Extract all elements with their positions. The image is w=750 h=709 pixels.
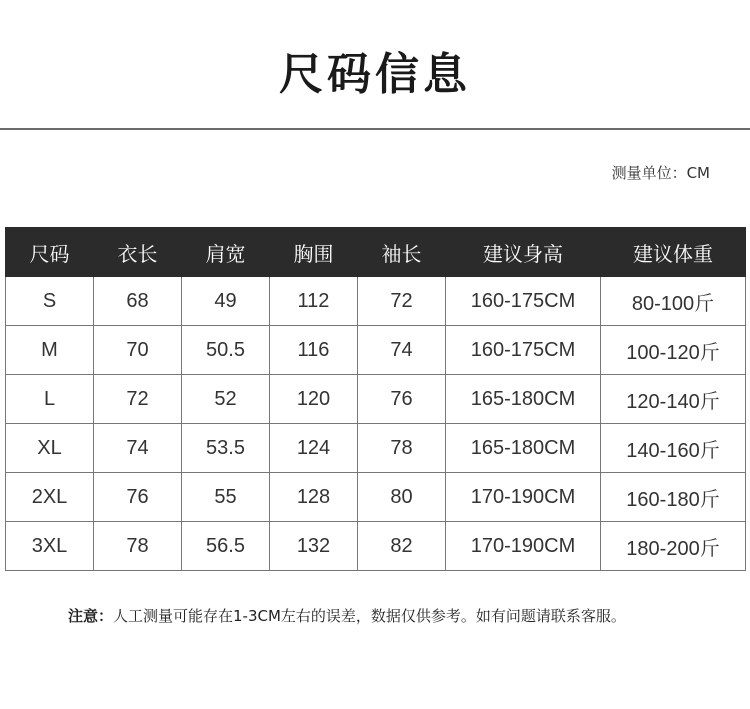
- table-cell: 160-175CM: [446, 277, 601, 326]
- table-cell: 116: [270, 326, 358, 375]
- table-cell: 74: [94, 424, 182, 473]
- table-row: [6, 326, 746, 375]
- table-cell: 160-180斤: [601, 473, 746, 522]
- header-length: 衣长: [94, 228, 182, 277]
- table-row: [6, 473, 746, 522]
- table-cell: 72: [358, 277, 446, 326]
- table-cell: 112: [270, 277, 358, 326]
- table-cell: S: [6, 277, 94, 326]
- header-chest: 胸围: [270, 228, 358, 277]
- table-cell: 124: [270, 424, 358, 473]
- size-table: [5, 227, 746, 571]
- table-row: [6, 522, 746, 571]
- table-cell: 140-160斤: [601, 424, 746, 473]
- table-cell: 49: [182, 277, 270, 326]
- table-cell: 160-175CM: [446, 326, 601, 375]
- table-cell: 120-140斤: [601, 375, 746, 424]
- title-divider: [0, 128, 750, 130]
- table-cell: 56.5: [182, 522, 270, 571]
- table-cell: 53.5: [182, 424, 270, 473]
- table-cell: XL: [6, 424, 94, 473]
- table-cell: 100-120斤: [601, 326, 746, 375]
- table-row: [6, 375, 746, 424]
- footer-note: [68, 605, 626, 626]
- table-cell: 82: [358, 522, 446, 571]
- header-weight: 建议体重: [601, 228, 746, 277]
- table-cell: 78: [94, 522, 182, 571]
- table-cell: 170-190CM: [446, 522, 601, 571]
- table-cell: 132: [270, 522, 358, 571]
- table-cell: 70: [94, 326, 182, 375]
- header-shoulder: 肩宽: [182, 228, 270, 277]
- table-cell: 72: [94, 375, 182, 424]
- header-size: 尺码: [6, 228, 94, 277]
- table-cell: 76: [358, 375, 446, 424]
- table-cell: 50.5: [182, 326, 270, 375]
- table-header-row: [6, 228, 746, 277]
- table-cell: 165-180CM: [446, 424, 601, 473]
- table-cell: 80-100斤: [601, 277, 746, 326]
- header-height: 建议身高: [446, 228, 601, 277]
- table-cell: 120: [270, 375, 358, 424]
- table-cell: 80: [358, 473, 446, 522]
- table-cell: 3XL: [6, 522, 94, 571]
- table-cell: L: [6, 375, 94, 424]
- table-cell: 76: [94, 473, 182, 522]
- table-row: [6, 424, 746, 473]
- table-cell: 78: [358, 424, 446, 473]
- footer-note-lead: 注意：: [68, 607, 114, 625]
- table-cell: 170-190CM: [446, 473, 601, 522]
- table-cell: M: [6, 326, 94, 375]
- table-cell: 2XL: [6, 473, 94, 522]
- page-title: 尺码信息: [279, 49, 471, 100]
- table-cell: 74: [358, 326, 446, 375]
- header-sleeve: 袖长: [358, 228, 446, 277]
- table-row: [6, 277, 746, 326]
- table-cell: 180-200斤: [601, 522, 746, 571]
- table-cell: 165-180CM: [446, 375, 601, 424]
- table-cell: 55: [182, 473, 270, 522]
- table-cell: 52: [182, 375, 270, 424]
- footer-note-text: 人工测量可能存在1-3CM左右的误差，数据仅供参考。如有问题请联系客服。: [113, 607, 626, 625]
- table-cell: 68: [94, 277, 182, 326]
- unit-note: 测量单位：CM: [611, 164, 710, 182]
- table-cell: 128: [270, 473, 358, 522]
